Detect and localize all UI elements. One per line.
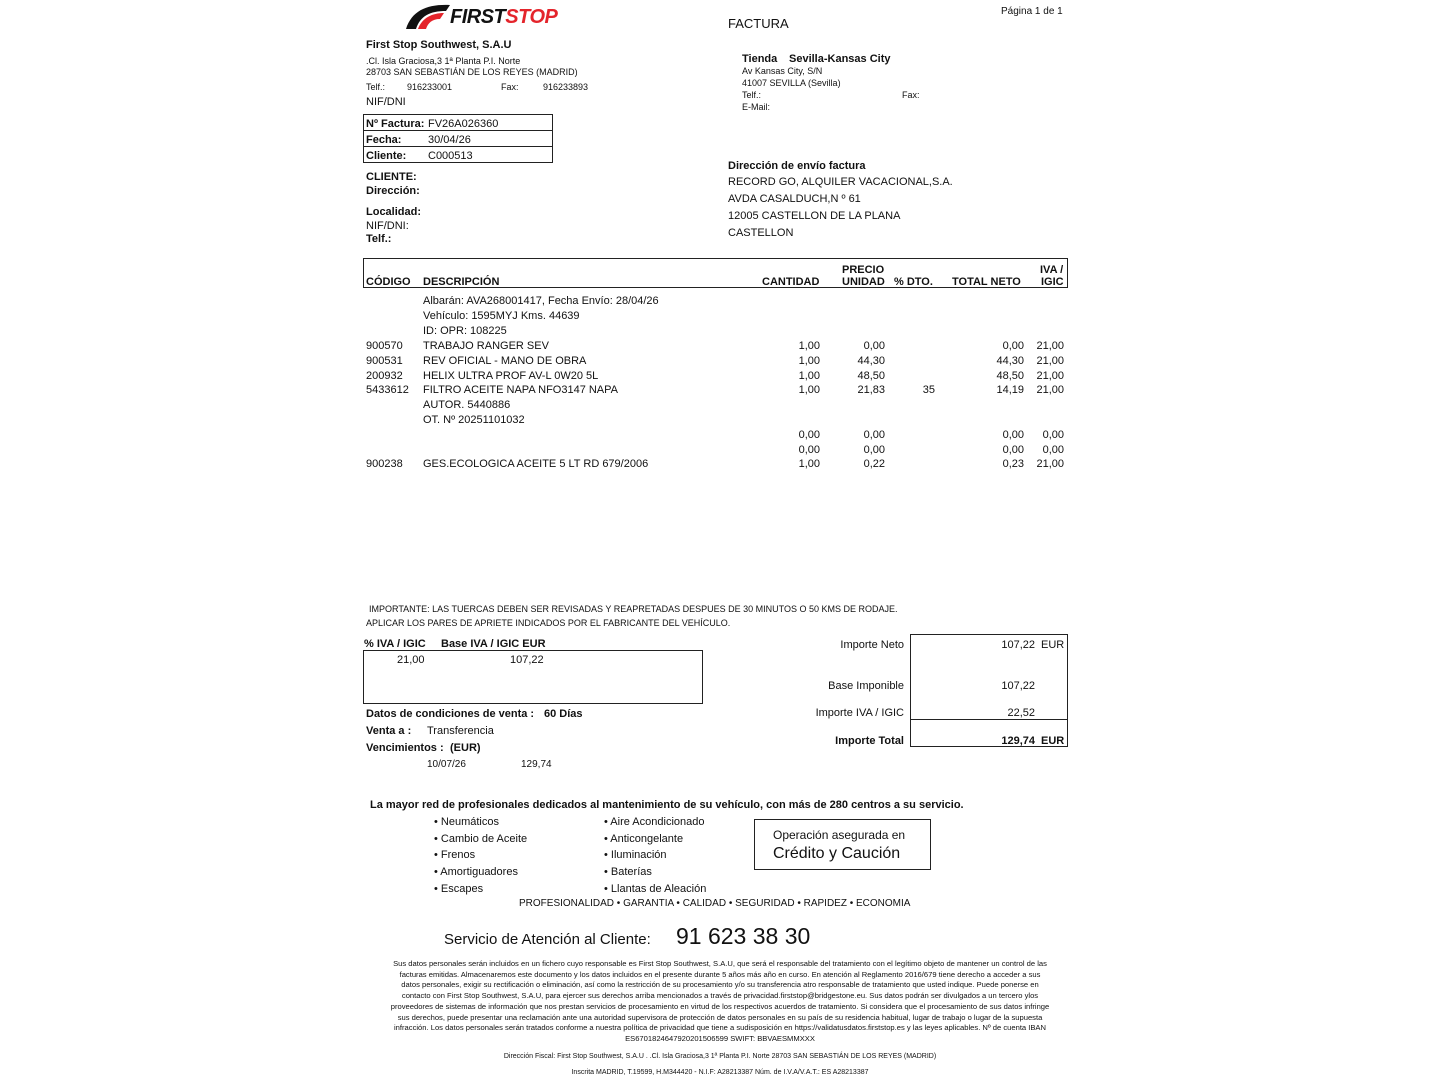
company-fax: 916233893 [543,82,589,92]
credit-line1: Operación asegurada en [773,828,906,842]
page-number: Página 1 de 1 [1001,6,1063,17]
venta-value: Transferencia [427,725,494,737]
cell-desc: AUTOR. 5440886 [423,399,511,411]
tax-base: 107,22 [510,654,544,666]
credit-line2: Crédito y Caución [773,845,901,862]
service-phone: 91 623 38 30 [676,923,811,949]
store-tel-label: Telf.: [742,90,762,100]
table-row [0,429,1440,443]
cell-precio: 21,83 [857,384,885,396]
shipping-line1: RECORD GO, ALQUILER VACACIONAL,S.A. [728,176,953,188]
cell-total: 0,00 [1002,429,1024,441]
cell-iva: 21,00 [1036,458,1064,470]
invoice-date-label: Fecha: [366,134,402,146]
store-email-label: E-Mail: [742,102,771,112]
cell-desc: TRABAJO RANGER SEV [423,340,549,352]
logo-text-first: FIRST [450,6,506,28]
invoice-client: C000513 [428,150,473,162]
cell-precio: 0,00 [863,429,885,441]
cell-codigo: 5433612 [366,384,409,396]
legal-text [360,959,1080,1045]
cell-cant: 1,00 [798,340,820,352]
company-fax-label: Fax: [501,82,519,92]
cell-precio: 0,00 [863,444,885,456]
legal-line: infracción. Los datos personales serán tratados conforme a nuestra política de privacidad que tiene a sudisposición en https://validatusdatos.firststop.es y las leyes aplicables. Nº de cuenta IBAN [394,1023,1046,1033]
col-dto: % DTO. [894,276,933,288]
base-label: Base Imponible [828,680,904,692]
col-iva-2: IGIC [1041,276,1064,288]
iva-label: Importe IVA / IGIC [815,707,904,719]
store-address1: Av Kansas City, S/N [742,66,823,76]
company-address2: 28703 SAN SEBASTIÁN DE LOS REYES (MADRID) [366,67,578,77]
cell-desc: FILTRO ACEITE NAPA NFO3147 NAPA [423,384,619,396]
cell-total: 0,23 [1002,458,1024,470]
service-list-item: • Amortiguadores [434,866,518,878]
tax-header-pct: % IVA / IGIC [364,638,426,650]
company-address1: .Cl. Isla Graciosa,3 1ª Planta P.I. Norte [366,56,521,66]
service-list-item: • Llantas de Aleación [604,883,707,895]
service-list-item: • Cambio de Aceite [434,833,528,845]
neto-currency: EUR [1041,639,1065,651]
company-tel: 916233001 [407,82,453,92]
conditions-value: 60 Días [544,708,583,720]
cell-total: 14,19 [996,384,1024,396]
vencimiento-date: 10/07/26 [427,759,466,770]
cell-desc: GES.ECOLOGICA ACEITE 5 LT RD 679/2006 [423,458,649,470]
cell-cant: 0,00 [798,429,820,441]
table-row [0,414,1440,428]
cell-total: 0,00 [1002,444,1024,456]
tax-pct: 21,00 [397,654,425,666]
venta-label: Venta a : [366,725,412,737]
vencimientos-label: Vencimientos : [366,742,444,754]
legal-line: ES6701824647920201506599 SWIFT: BBVAESMMXXX [625,1033,815,1043]
cell-precio: 48,50 [857,370,885,382]
col-total: TOTAL NETO [952,276,1021,288]
table-row [0,355,1440,369]
cell-total: 44,30 [996,355,1024,367]
shipping-line2: AVDA CASALDUCH,N º 61 [728,193,861,205]
shipping-line3: 12005 CASTELLON DE LA PLANA [728,210,901,222]
cell-dto: 35 [922,384,935,396]
legal-line: datos personales, exigir su rectificación o eliminación, así como la restricción de su procesamiento y/o su transferencia atro responsable de tratamiento que usted indique. Puede ponerse en [401,980,1039,990]
store-address2: 41007 SEVILLA (Sevilla) [742,78,841,88]
legal-line: facturas emitidas. Almacenaremos este documento y los datos incluidos en el presente durante 5 años más año en curso. En atención al Reglamento 2016/679 tiene derecho a acceder a sus [399,969,1041,979]
cell-iva: 21,00 [1036,355,1064,367]
legal-line: Sus datos personales serán incluidos en un fichero cuyo responsable es First Stop Southwest, S.A.U, que será el responsable del tratamiento con el legítimo objeto de mantener un control de las [393,959,1047,968]
client-telf-label: Telf.: [366,233,392,245]
service-list-item: • Baterías [604,866,652,878]
service-list-item: • Iluminación [604,849,667,861]
table-row [0,444,1440,458]
total-value: 129,74 [1001,735,1035,747]
neto-value: 107,22 [1001,639,1035,651]
service-list-item: • Frenos [434,849,476,861]
table-row [0,458,1440,472]
service-list-item: • Aire Acondicionado [604,816,705,828]
service-list-item: • Neumáticos [434,816,499,828]
shipping-line4: CASTELLON [728,227,794,239]
values-line: PROFESIONALIDAD • GARANTIA • CALIDAD • SEGURIDAD • RAPIDEZ • ECONOMIA [519,898,911,909]
client-localidad-label: Localidad: [366,206,422,218]
invoice-number-label: Nº Factura: [366,118,425,130]
cell-cant: 1,00 [798,458,820,470]
store-label: Tienda [742,53,778,65]
table-note: Vehículo: 1595MYJ Kms. 44639 [423,310,580,322]
tire-swoosh-icon [404,2,452,30]
cell-iva: 21,00 [1036,384,1064,396]
invoice-number: FV26A026360 [428,118,499,130]
table-row [0,340,1440,354]
store-name: Sevilla-Kansas City [789,53,891,65]
conditions-label: Datos de condiciones de venta : [366,708,535,720]
cell-iva: 0,00 [1042,429,1064,441]
cell-codigo: 900238 [366,458,403,470]
shipping-title: Dirección de envío factura [728,160,866,172]
service-list-item: • Anticongelante [604,833,684,845]
legal-line: sus derechos, puede presentar una reclamación ante una autoridad supervisora de protección de datos personales en su país de su residencia habitual, lugar de trabajo o lugar de la supuesta [397,1012,1043,1022]
promo-headline: La mayor red de profesionales dedicados al mantenimiento de su vehículo, con más de 280 centros a su servicio. [370,799,964,811]
company-nif-label: NIF/DNI [366,96,406,108]
cell-desc: OT. Nº 20251101032 [423,414,525,426]
cell-precio: 44,30 [857,355,885,367]
col-precio-2: UNIDAD [842,276,885,288]
table-row [0,384,1440,398]
cell-codigo: 200932 [366,370,403,382]
company-tel-label: Telf.: [366,82,386,92]
col-cantidad: CANTIDAD [762,276,820,288]
important-line2: APLICAR LOS PARES DE APRIETE INDICADOS POR EL FABRICANTE DEL VEHÍCULO. [366,618,731,628]
cell-iva: 0,00 [1042,444,1064,456]
store-fax-label: Fax: [902,90,920,100]
service-label: Servicio de Atención al Cliente: [444,931,651,948]
col-precio-1: PRECIO [842,264,885,276]
base-value: 107,22 [1001,680,1035,692]
cell-total: 0,00 [1002,340,1024,352]
table-row [0,399,1440,413]
client-nif-label: NIF/DNI: [366,220,409,232]
col-codigo: CÓDIGO [366,276,411,288]
cell-desc: HELIX ULTRA PROF AV-L 0W20 5L [423,370,599,382]
col-iva-1: IVA / [1040,264,1064,276]
cell-iva: 21,00 [1036,370,1064,382]
firststop-logo [404,2,564,32]
cell-precio: 0,22 [863,458,885,470]
client-cliente-label: CLIENTE: [366,171,417,183]
cell-desc: REV OFICIAL - MANO DE OBRA [423,355,587,367]
table-row [0,370,1440,384]
important-line1: IMPORTANTE: LAS TUERCAS DEBEN SER REVISADAS Y REAPRETADAS DESPUES DE 30 MINUTOS O 50 KMS DE RODAJE. [369,604,898,614]
total-currency: EUR [1041,735,1065,747]
vencimientos-currency: (EUR) [450,742,481,754]
table-note: ID: OPR: 108225 [423,325,507,337]
tax-header-base: Base IVA / IGIC EUR [441,638,546,650]
fiscal-address: Dirección Fiscal: First Stop Southwest, S.A.U . .Cl. Isla Graciosa,3 1ª Planta P.I. Norte 28703 SAN SEBASTIÁN DE LOS REYES (MADRID) [503,1053,937,1060]
cell-iva: 21,00 [1036,340,1064,352]
cell-precio: 0,00 [863,340,885,352]
cell-cant: 1,00 [798,370,820,382]
doc-type: FACTURA [728,16,789,31]
cell-cant: 1,00 [798,384,820,396]
company-name: First Stop Southwest, S.A.U [366,39,512,51]
service-list-item: • Escapes [434,883,484,895]
cell-cant: 0,00 [798,444,820,456]
legal-line: proveedores de sistemas de información que nos prestan servicios de procesamiento en virtud de los respectivos acuerdos de tratamiento. Si considera que el procesamiento de sus datos infringe [390,1001,1050,1011]
neto-label: Importe Neto [840,639,904,651]
legal-line: contacto con First Stop Southwest, S.A.U, para ejercer sus derechos arriba mencionados a través de privacidad.firststop@bridgestone.eu. Sus datos podrán ser divulgados a un tercero ylos [401,991,1039,1001]
iva-value: 22,52 [1007,707,1035,719]
logo-text-stop: STOP [505,6,558,28]
col-descripcion: DESCRIPCIÓN [423,276,500,288]
vencimiento-amount: 129,74 [521,759,552,770]
client-direccion-label: Dirección: [366,185,420,197]
invoice-date: 30/04/26 [428,134,471,146]
invoice-client-label: Cliente: [366,150,407,162]
cell-codigo: 900531 [366,355,403,367]
cell-codigo: 900570 [366,340,403,352]
table-note: Albarán: AVA268001417, Fecha Envío: 28/04/26 [423,295,659,307]
total-label: Importe Total [835,735,904,747]
registry-info: Inscrita MADRID, T.19599, H.M344420 - N.I.F: A28213387 Núm. de I.V.A/V.A.T.: ES A28213387 [571,1069,869,1076]
cell-cant: 1,00 [798,355,820,367]
cell-total: 48,50 [996,370,1024,382]
